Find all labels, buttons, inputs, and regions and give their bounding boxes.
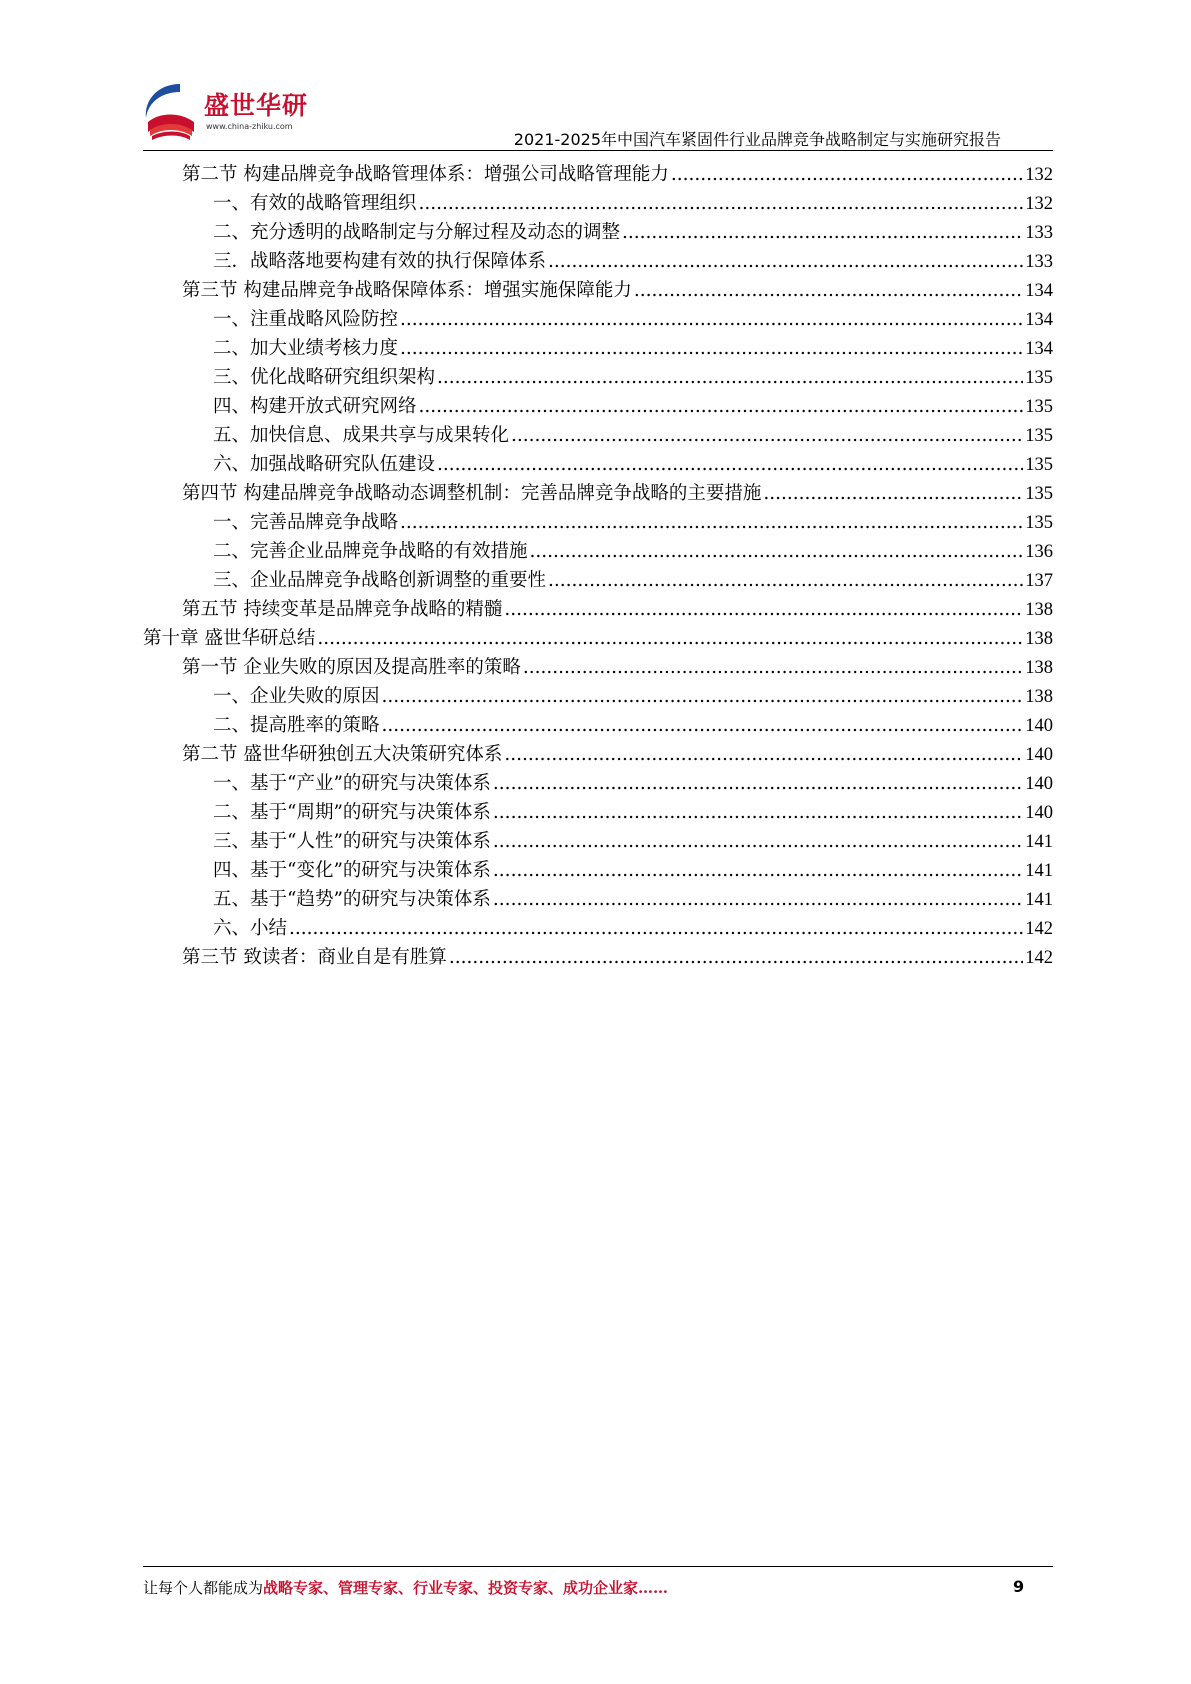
toc-leader-dots <box>504 744 1023 765</box>
footer-divider <box>143 1566 1053 1567</box>
toc-entry-page: 134 <box>1025 310 1053 330</box>
toc-entry-page: 135 <box>1025 397 1053 417</box>
toc-entry[interactable] <box>213 682 1053 712</box>
toc-entry-page: 133 <box>1025 252 1053 272</box>
toc-entry[interactable] <box>213 798 1053 828</box>
toc-entry[interactable] <box>182 276 1053 306</box>
footer-slogan-suffix: …… <box>638 1579 669 1597</box>
toc-leader-dots <box>382 715 1024 736</box>
toc-entry[interactable] <box>182 160 1053 190</box>
toc-leader-dots <box>437 367 1023 388</box>
toc-entry[interactable] <box>213 334 1053 364</box>
toc-leader-dots <box>548 251 1023 272</box>
toc-entry[interactable] <box>213 421 1053 451</box>
toc-leader-dots <box>530 541 1024 562</box>
toc-leader-dots <box>493 773 1023 794</box>
toc-leader-dots <box>548 570 1023 591</box>
toc-entry[interactable] <box>213 450 1053 480</box>
toc-entry-label: 第五节 持续变革是品牌竞争战略的精髓 <box>182 599 503 620</box>
toc-entry[interactable] <box>182 943 1053 973</box>
toc-leader-dots <box>493 831 1023 852</box>
toc-entry-label: 五、加快信息、成果共享与成果转化 <box>213 425 510 446</box>
toc-entry[interactable] <box>182 740 1053 770</box>
toc-entry[interactable] <box>213 537 1053 567</box>
toc-entry[interactable] <box>213 189 1053 219</box>
toc-leader-dots <box>289 918 1023 939</box>
toc-entry-page: 138 <box>1025 600 1053 620</box>
toc-entry-label: 一、基于“产业”的研究与决策体系 <box>213 773 491 794</box>
logo-emblem-icon <box>140 78 204 148</box>
toc-entry-page: 140 <box>1025 716 1053 736</box>
toc-entry[interactable] <box>213 566 1053 596</box>
toc-entry[interactable] <box>213 218 1053 248</box>
toc-entry-label: 一、有效的战略管理组织 <box>213 193 417 214</box>
toc-entry-page: 134 <box>1025 339 1053 359</box>
toc-entry-label: 六、小结 <box>213 918 288 939</box>
toc-leader-dots <box>493 802 1023 823</box>
toc-entry-page: 133 <box>1025 223 1053 243</box>
toc-leader-dots <box>449 947 1023 968</box>
footer-slogan-highlight: 战略专家、管理专家、行业专家、投资专家、成功企业家 <box>263 1579 639 1597</box>
toc-entry-label: 第一节 企业失败的原因及提高胜率的策略 <box>182 657 521 678</box>
toc-entry-label: 三、企业品牌竞争战略创新调整的重要性 <box>213 570 547 591</box>
toc-entry-label: 六、加强战略研究队伍建设 <box>213 454 436 475</box>
toc-leader-dots <box>317 628 1023 649</box>
toc-entry[interactable] <box>182 653 1053 683</box>
toc-entry[interactable] <box>213 827 1053 857</box>
toc-entry-page: 138 <box>1025 687 1053 707</box>
toc-entry-page: 134 <box>1025 281 1053 301</box>
toc-entry-label: 第三节 构建品牌竞争战略保障体系：增强实施保障能力 <box>182 280 632 301</box>
logo-text: 盛世华研 <box>204 91 309 120</box>
toc-entry-page: 135 <box>1025 368 1053 388</box>
toc-entry-page: 140 <box>1025 745 1053 765</box>
toc-entry-label: 四、构建开放式研究网络 <box>213 396 417 417</box>
toc-entry-label: 第三节 致读者：商业自是有胜算 <box>182 947 447 968</box>
page-number: 9 <box>1013 1577 1025 1596</box>
toc-entry-page: 140 <box>1025 803 1053 823</box>
toc-entry[interactable] <box>213 769 1053 799</box>
logo-url: www.china-zhiku.com <box>206 122 293 131</box>
toc-entry-page: 135 <box>1025 484 1053 504</box>
toc-entry[interactable] <box>213 508 1053 538</box>
toc-entry-page: 135 <box>1025 455 1053 475</box>
toc-entry-label: 三．战略落地要构建有效的执行保障体系 <box>213 251 547 272</box>
toc-entry-label: 一、完善品牌竞争战略 <box>213 512 399 533</box>
toc-entry-page: 136 <box>1025 542 1053 562</box>
toc-entry-page: 142 <box>1025 948 1053 968</box>
toc-entry[interactable] <box>213 711 1053 741</box>
toc-leader-dots <box>493 860 1023 881</box>
toc-entry-page: 140 <box>1025 774 1053 794</box>
toc-entry-page: 135 <box>1025 513 1053 533</box>
toc-leader-dots <box>634 280 1023 301</box>
toc-entry-label: 第二节 盛世华研独创五大决策研究体系 <box>182 744 503 765</box>
toc-entry[interactable] <box>213 856 1053 886</box>
toc-entry-page: 135 <box>1025 426 1053 446</box>
toc-entry[interactable] <box>213 885 1053 915</box>
toc-entry[interactable] <box>213 392 1053 422</box>
toc-entry-page: 141 <box>1025 832 1053 852</box>
toc-entry-label: 第十章 盛世华研总结 <box>143 628 316 649</box>
report-title: 2021-2025年中国汽车紧固件行业品牌竞争战略制定与实施研究报告 <box>513 130 1001 149</box>
toc-leader-dots <box>400 309 1023 330</box>
toc-entry-label: 第二节 构建品牌竞争战略管理体系：增强公司战略管理能力 <box>182 164 669 185</box>
toc-entry-page: 141 <box>1025 890 1053 910</box>
toc-entry-label: 五、基于“趋势”的研究与决策体系 <box>213 889 491 910</box>
toc-entry-label: 三、基于“人性”的研究与决策体系 <box>213 831 491 852</box>
toc-leader-dots <box>382 686 1024 707</box>
toc-leader-dots <box>622 222 1023 243</box>
footer-slogan <box>143 1577 668 1598</box>
toc-entry-label: 二、充分透明的战略制定与分解过程及动态的调整 <box>213 222 621 243</box>
toc-entry-page: 138 <box>1025 658 1053 678</box>
toc-leader-dots <box>400 338 1023 359</box>
toc-entry[interactable] <box>213 247 1053 277</box>
toc-entry-label: 二、完善企业品牌竞争战略的有效措施 <box>213 541 528 562</box>
toc-entry-label: 四、基于“变化”的研究与决策体系 <box>213 860 491 881</box>
toc-entry-label: 二、提高胜率的策略 <box>213 715 380 736</box>
toc-entry-page: 132 <box>1025 194 1053 214</box>
toc-entry-label: 二、基于“周期”的研究与决策体系 <box>213 802 491 823</box>
toc-entry-page: 142 <box>1025 919 1053 939</box>
toc-entry-label: 第四节 构建品牌竞争战略动态调整机制：完善品牌竞争战略的主要措施 <box>182 483 762 504</box>
toc-leader-dots <box>511 425 1023 446</box>
toc-entry-page: 132 <box>1025 165 1053 185</box>
toc-leader-dots <box>523 657 1023 678</box>
toc-leader-dots <box>419 193 1024 214</box>
toc-entry-label: 一、企业失败的原因 <box>213 686 380 707</box>
toc-leader-dots <box>504 599 1023 620</box>
toc-leader-dots <box>671 164 1023 185</box>
toc-entry-label: 一、注重战略风险防控 <box>213 309 399 330</box>
toc-entry-label: 三、优化战略研究组织架构 <box>213 367 436 388</box>
toc-entry[interactable] <box>143 624 1053 654</box>
toc-entry-page: 138 <box>1025 629 1053 649</box>
toc-entry[interactable] <box>213 363 1053 393</box>
footer-slogan-prefix: 让每个人都能成为 <box>143 1579 264 1597</box>
toc-entry-page: 141 <box>1025 861 1053 881</box>
toc-leader-dots <box>763 483 1023 504</box>
toc-entry[interactable] <box>182 595 1053 625</box>
company-logo <box>140 78 330 148</box>
toc-leader-dots <box>419 396 1024 417</box>
toc-leader-dots <box>400 512 1023 533</box>
toc-entry-label: 二、加大业绩考核力度 <box>213 338 399 359</box>
toc-entry-page: 137 <box>1025 571 1053 591</box>
toc-leader-dots <box>493 889 1023 910</box>
toc-entry[interactable] <box>213 914 1053 944</box>
header-divider <box>143 150 1053 151</box>
toc-entry[interactable] <box>182 479 1053 509</box>
toc-leader-dots <box>437 454 1023 475</box>
toc-entry[interactable] <box>213 305 1053 335</box>
